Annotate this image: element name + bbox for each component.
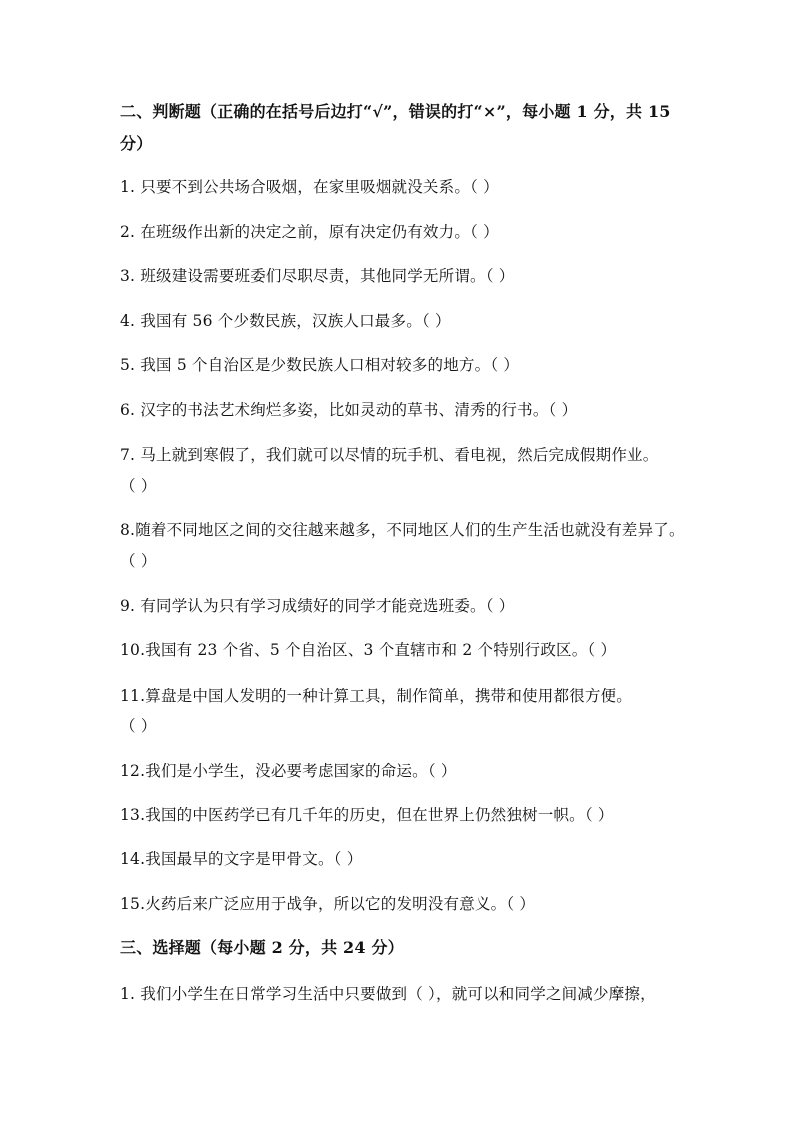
question-item: 14.我国最早的文字是甲骨文。（ ） — [120, 850, 363, 868]
question-item-continued: （ ） — [120, 477, 157, 495]
question-item: 2. 在班级作出新的决定之前，原有决定仍有效力。（ ） — [120, 223, 499, 241]
question-item: 6. 汉字的书法艺术绚烂多姿，比如灵动的草书、清秀的行书。（ ） — [120, 401, 578, 419]
question-item: 8.随着不同地区之间的交往越来越多，不同地区人们的生产生活也就没有差异了。 — [120, 521, 685, 539]
question-item: 9. 有同学认为只有学习成绩好的同学才能竞选班委。（ ） — [120, 597, 515, 615]
question-item: 10.我国有 23 个省、5 个自治区、3 个直辖市和 2 个特别行政区。（ ） — [120, 641, 617, 659]
question-item: 15.火药后来广泛应用于战争，所以它的发明没有意义。（ ） — [120, 895, 536, 913]
section3-heading: 三、选择题（每小题 2 分，共 24 分） — [120, 938, 404, 957]
question-item: 11.算盘是中国人发明的一种计算工具，制作简单，携带和使用都很方便。 — [120, 687, 632, 705]
section2-heading: 二、判断题（正确的在括号后边打“√”，错误的打“×”，每小题 1 分，共 15 — [120, 102, 671, 121]
question-item: 4. 我国有 56 个少数民族，汉族人口最多。（ ） — [120, 312, 451, 330]
question-item: 1. 我们小学生在日常学习生活中只要做到（ ），就可以和同学之间减少摩擦， — [120, 985, 656, 1003]
question-item: 3. 班级建设需要班委们尽职尽责，其他同学无所谓。（ ） — [120, 267, 515, 285]
question-item-continued: （ ） — [120, 717, 157, 735]
question-item: 1. 只要不到公共场合吸烟，在家里吸烟就没关系。（ ） — [120, 178, 499, 196]
section2-heading-continued: 分） — [120, 134, 153, 153]
question-item: 7. 马上就到寒假了，我们就可以尽情的玩手机、看电视，然后完成假期作业。 — [120, 446, 659, 464]
question-item: 13.我国的中医药学已有几千年的历史，但在世界上仍然独树一帜。（ ） — [120, 806, 614, 824]
question-item: 5. 我国 5 个自治区是少数民族人口相对较多的地方。（ ） — [120, 356, 520, 374]
question-item: 12.我们是小学生，没必要考虑国家的命运。（ ） — [120, 762, 457, 780]
question-item-continued: （ ） — [120, 552, 157, 570]
